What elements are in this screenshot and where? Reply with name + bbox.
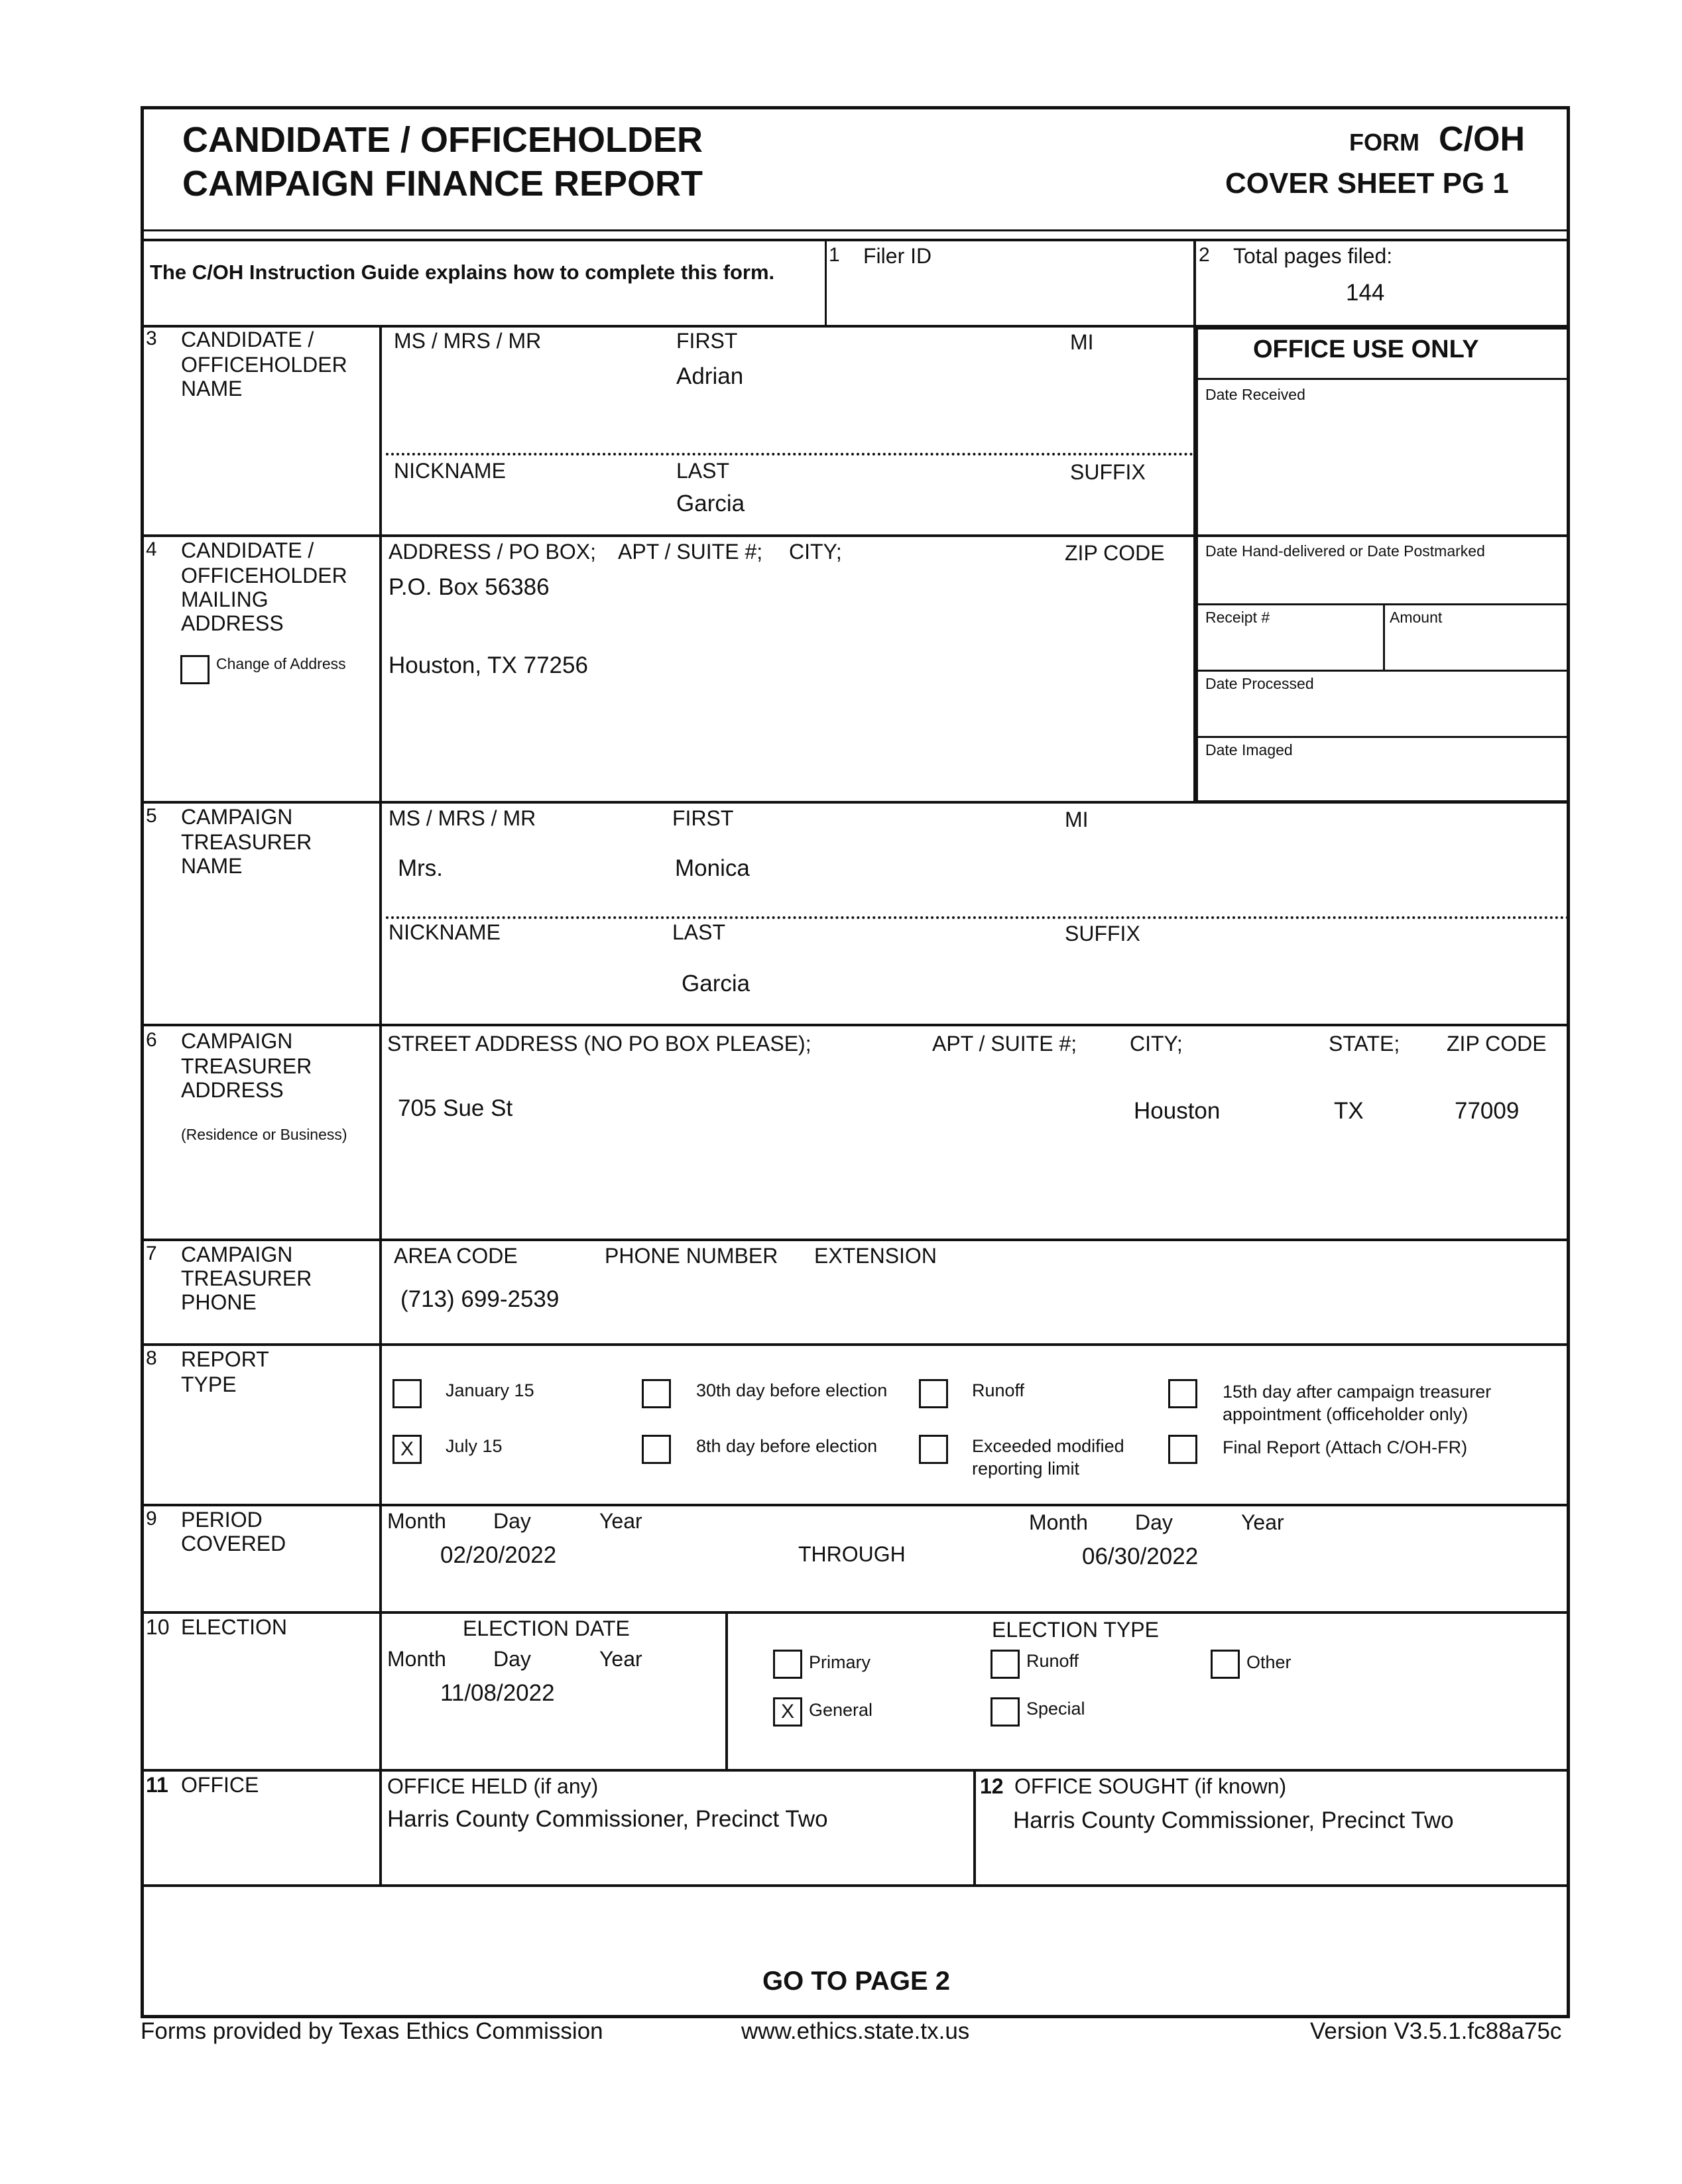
city-header: CITY;: [789, 540, 842, 564]
month-header: Month: [1029, 1510, 1088, 1534]
phone-number-header: PHONE NUMBER: [605, 1244, 778, 1268]
dotted-divider: [386, 453, 1193, 455]
divider: [825, 241, 827, 326]
mi-header: MI: [1070, 330, 1094, 354]
section-label: OFFICE: [181, 1773, 259, 1797]
election-date[interactable]: 11/08/2022: [440, 1680, 555, 1706]
runoff-election-checkbox[interactable]: [991, 1650, 1020, 1679]
receipt-label: Receipt #: [1205, 609, 1270, 626]
treasurer-first-name[interactable]: Monica: [675, 855, 750, 881]
exceeded-limit-label-2: reporting limit: [972, 1459, 1080, 1479]
15th-day-checkbox[interactable]: [1168, 1379, 1197, 1408]
field-number: 1: [829, 244, 840, 266]
section-label: PHONE: [181, 1290, 257, 1314]
day-header: Day: [493, 1509, 531, 1533]
15th-day-label-1: 15th day after campaign treasurer: [1223, 1382, 1492, 1402]
mailing-address-line2[interactable]: Houston, TX 77256: [389, 652, 588, 678]
area-code-header: AREA CODE: [394, 1244, 518, 1268]
treasurer-street[interactable]: 705 Sue St: [398, 1095, 513, 1121]
office-held-header: OFFICE HELD (if any): [387, 1774, 599, 1798]
extension-header: EXTENSION: [814, 1244, 937, 1268]
field-number: 4: [146, 538, 157, 560]
january-15-checkbox[interactable]: [392, 1379, 422, 1408]
change-of-address-label: Change of Address: [216, 655, 346, 672]
total-pages-value: 144: [1346, 280, 1385, 306]
first-header: FIRST: [672, 806, 734, 830]
section-label: ELECTION: [181, 1615, 288, 1639]
prefix-header: MS / MRS / MR: [389, 806, 536, 830]
primary-label: Primary: [809, 1652, 871, 1672]
primary-checkbox[interactable]: [773, 1650, 802, 1679]
section-note: (Residence or Business): [181, 1126, 347, 1143]
runoff-report-label: Runoff: [972, 1380, 1025, 1400]
section-label: COVERED: [181, 1532, 286, 1555]
divider: [1195, 670, 1570, 672]
day-header: Day: [493, 1647, 531, 1671]
period-to-date[interactable]: 06/30/2022: [1082, 1544, 1199, 1569]
section-label: ADDRESS: [181, 611, 284, 635]
divider: [1383, 603, 1385, 670]
section-label: TREASURER: [181, 1054, 312, 1078]
treasurer-state[interactable]: TX: [1334, 1098, 1364, 1124]
office-sought-header: OFFICE SOUGHT (if known): [1014, 1774, 1287, 1798]
row-divider: [141, 1024, 1570, 1026]
field-number: 7: [146, 1243, 157, 1264]
section-label: TREASURER: [181, 1266, 312, 1290]
footer-provided-by: Forms provided by Texas Ethics Commission: [141, 2018, 603, 2044]
row-divider: [141, 1769, 1570, 1772]
mailing-address-line1[interactable]: P.O. Box 56386: [389, 574, 550, 600]
divider: [973, 1770, 976, 1887]
office-use-title: OFFICE USE ONLY: [1253, 335, 1479, 363]
year-header: Year: [1241, 1510, 1284, 1534]
section-label: TYPE: [181, 1372, 237, 1396]
row-divider: [141, 801, 1570, 804]
date-processed-label: Date Processed: [1205, 675, 1314, 692]
total-pages-label: Total pages filed:: [1233, 244, 1393, 268]
address-header: ADDRESS / PO BOX;: [389, 540, 596, 564]
field-number: 6: [146, 1029, 157, 1051]
field-number: 3: [146, 328, 157, 349]
form-prefix: FORM: [1349, 129, 1419, 156]
state-header: STATE;: [1329, 1032, 1400, 1056]
year-header: Year: [599, 1509, 642, 1533]
field-number: 8: [146, 1347, 157, 1369]
last-header: LAST: [672, 920, 726, 944]
label-column-divider: [379, 326, 382, 1884]
apt-header: APT / SUITE #;: [618, 540, 763, 564]
field-number: 2: [1199, 244, 1210, 266]
section-label: CAMPAIGN: [181, 1243, 293, 1266]
candidate-first-name[interactable]: Adrian: [676, 363, 744, 389]
treasurer-last-name[interactable]: Garcia: [682, 971, 751, 997]
section-label: NAME: [181, 377, 243, 400]
row-divider: [141, 1343, 1570, 1346]
date-imaged-label: Date Imaged: [1205, 741, 1293, 758]
year-header: Year: [599, 1647, 642, 1671]
row-divider: [141, 1239, 1570, 1241]
section-label: OFFICEHOLDER: [181, 564, 347, 587]
section-label: CAMPAIGN: [181, 805, 293, 829]
amount-label: Amount: [1390, 609, 1443, 626]
general-checkbox[interactable]: X: [773, 1697, 802, 1727]
candidate-last-name[interactable]: Garcia: [676, 491, 745, 516]
treasurer-city[interactable]: Houston: [1134, 1098, 1221, 1124]
office-held-value[interactable]: Harris County Commissioner, Precinct Two: [387, 1806, 828, 1832]
30th-day-checkbox[interactable]: [642, 1379, 671, 1408]
apt-header: APT / SUITE #;: [932, 1032, 1077, 1056]
divider: [1195, 603, 1570, 605]
section-label: MAILING: [181, 587, 269, 611]
nickname-header: NICKNAME: [389, 920, 501, 944]
section-label: CANDIDATE /: [181, 328, 314, 351]
section-label: TREASURER: [181, 830, 312, 854]
election-type-header: ELECTION TYPE: [992, 1618, 1159, 1642]
divider: [1195, 736, 1570, 738]
general-label: General: [809, 1700, 873, 1720]
street-header: STREET ADDRESS (NO PO BOX PLEASE);: [387, 1032, 811, 1056]
special-label: Special: [1026, 1699, 1085, 1719]
section-label: CAMPAIGN: [181, 1029, 293, 1053]
runoff-election-label: Runoff: [1026, 1651, 1079, 1671]
zip-header: ZIP CODE: [1065, 541, 1165, 565]
form-title-line1: CANDIDATE / OFFICEHOLDER: [182, 120, 703, 160]
field-number: 10: [146, 1615, 170, 1639]
header-divider: [141, 229, 1570, 231]
july-15-checkbox[interactable]: X: [392, 1435, 422, 1464]
row-divider: [141, 1884, 1570, 1887]
field-number: 5: [146, 805, 157, 827]
8th-day-checkbox[interactable]: [642, 1435, 671, 1464]
period-from-date[interactable]: 02/20/2022: [440, 1542, 557, 1568]
other-checkbox[interactable]: [1211, 1650, 1240, 1679]
exceeded-limit-checkbox[interactable]: [919, 1435, 948, 1464]
filer-id-label: Filer ID: [863, 244, 932, 268]
january-15-label: January 15: [446, 1380, 534, 1400]
office-sought-value[interactable]: Harris County Commissioner, Precinct Two: [1013, 1807, 1454, 1833]
exceeded-limit-label-1: Exceeded modified: [972, 1436, 1124, 1456]
mi-header: MI: [1065, 808, 1089, 831]
divider: [1193, 241, 1196, 326]
treasurer-phone[interactable]: (713) 699-2539: [400, 1286, 560, 1312]
election-date-header: ELECTION DATE: [463, 1616, 630, 1640]
instructions-text: The C/OH Instruction Guide explains how to complete this form.: [150, 261, 775, 284]
runoff-report-checkbox[interactable]: [919, 1379, 948, 1408]
last-header: LAST: [676, 459, 730, 483]
change-of-address-checkbox[interactable]: [180, 655, 210, 684]
city-header: CITY;: [1130, 1032, 1183, 1056]
through-label: THROUGH: [798, 1542, 906, 1566]
section-label: NAME: [181, 854, 243, 878]
row-divider: [141, 1504, 1570, 1506]
suffix-header: SUFFIX: [1070, 460, 1146, 484]
first-header: FIRST: [676, 329, 738, 353]
section-label: PERIOD: [181, 1508, 263, 1532]
divider: [1195, 378, 1570, 380]
section-label: OFFICEHOLDER: [181, 353, 347, 377]
date-received-label: Date Received: [1205, 386, 1305, 403]
special-checkbox[interactable]: [991, 1697, 1020, 1727]
divider: [725, 1612, 728, 1772]
suffix-header: SUFFIX: [1065, 922, 1140, 945]
month-header: Month: [387, 1647, 446, 1671]
treasurer-zip[interactable]: 77009: [1455, 1098, 1520, 1124]
row-divider: [141, 1611, 1570, 1614]
july-15-label: July 15: [446, 1436, 503, 1456]
footer-version: Version V3.5.1.fc88a75c: [1310, 2018, 1562, 2044]
row-divider: [141, 534, 1570, 537]
cover-sheet-label: COVER SHEET PG 1: [1225, 167, 1509, 200]
footer-url[interactable]: www.ethics.state.tx.us: [741, 2018, 970, 2044]
15th-day-label-2: appointment (officeholder only): [1223, 1404, 1469, 1424]
prefix-header: MS / MRS / MR: [394, 329, 542, 353]
nickname-header: NICKNAME: [394, 459, 506, 483]
form-title-line2: CAMPAIGN FINANCE REPORT: [182, 164, 703, 204]
8th-day-label: 8th day before election: [696, 1436, 878, 1456]
field-number: 11: [146, 1773, 168, 1797]
form-code: C/OH: [1439, 120, 1525, 158]
final-report-checkbox[interactable]: [1168, 1435, 1197, 1464]
section-label: REPORT: [181, 1347, 269, 1371]
go-to-page-2: GO TO PAGE 2: [762, 1967, 951, 1996]
header-divider-2: [141, 239, 1570, 241]
section-label: ADDRESS: [181, 1078, 284, 1102]
section-label: CANDIDATE /: [181, 538, 314, 562]
treasurer-prefix[interactable]: Mrs.: [398, 855, 444, 881]
other-label: Other: [1246, 1652, 1292, 1672]
day-header: Day: [1135, 1510, 1173, 1534]
date-hand-delivered-label: Date Hand-delivered or Date Postmarked: [1205, 542, 1485, 560]
dotted-divider: [386, 916, 1570, 919]
zip-header: ZIP CODE: [1447, 1032, 1547, 1056]
field-number: 9: [146, 1508, 157, 1530]
field-number: 12: [980, 1774, 1004, 1798]
month-header: Month: [387, 1509, 446, 1533]
final-report-label: Final Report (Attach C/OH-FR): [1223, 1437, 1468, 1457]
30th-day-label: 30th day before election: [696, 1380, 888, 1400]
